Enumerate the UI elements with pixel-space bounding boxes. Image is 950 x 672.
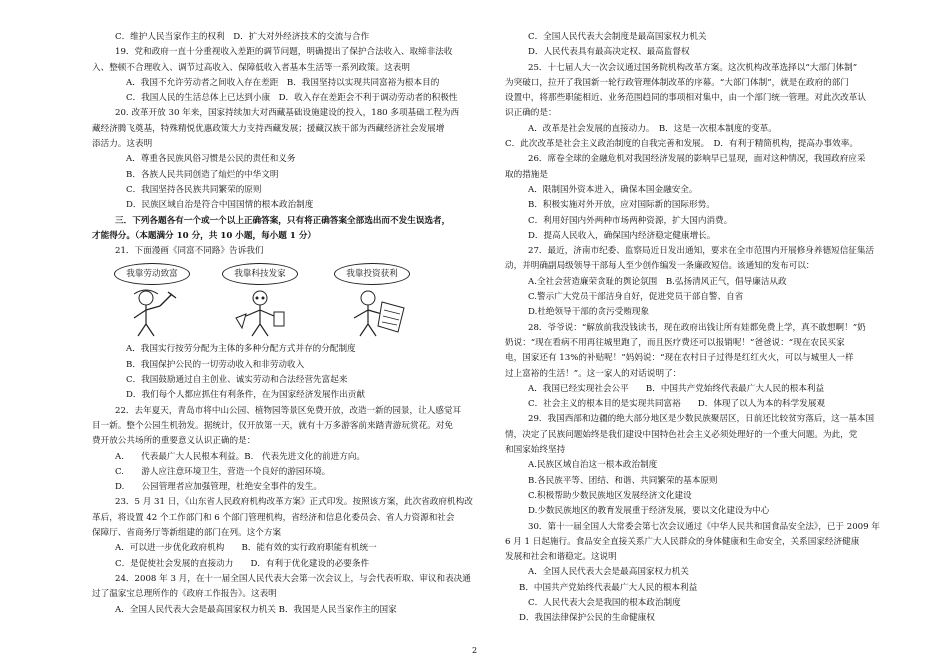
option-line: A．尊重各民族风俗习惯是公民的责任和义务 bbox=[126, 154, 296, 165]
option-line: D．提高人民收入，确保国内经济稳定健康增长。 bbox=[528, 230, 716, 241]
option-line: D．我们每个人都应抓住有利条件，在为国家经济发展作出贡献 bbox=[126, 390, 365, 401]
option-line: D．人民代表具有最高决定权、最高监督权 bbox=[528, 47, 690, 58]
option-line: C．全国人民代表大会制度是最高国家权力机关 bbox=[528, 32, 707, 42]
option-line: C．此次改革是社会主义政治制度的自我完善和发展。 D．有利于精简机构，提高办事效率。 bbox=[505, 139, 858, 150]
option-line: B.各民族平等、团结、和谐、共同繁荣的基本原则 bbox=[528, 475, 718, 486]
text-line: 和国家始终坚持 bbox=[505, 445, 566, 456]
text-line: 费开放公共场所的重要意义认识正确的是： bbox=[92, 436, 256, 447]
text-line: 革后，将设置 42 个工作部门和 6 个部门管理机构，省经济和信息化委员会、省人力资源和社会 bbox=[92, 512, 455, 523]
text-line: 取的措施是 bbox=[505, 169, 548, 180]
option-line: A．我国已经实现社会公平 B．中国共产党始终代表最广大人民的根本利益 bbox=[528, 383, 825, 394]
option-line: A.民族区域自治这一根本政治制度 bbox=[528, 460, 658, 471]
speech-bubble: 我靠劳动致富 bbox=[114, 263, 190, 285]
text-line: 添活力。这表明 bbox=[92, 139, 153, 150]
option-line: A. 代表最广大人民根本利益。B. 代表先进文化的前进方向。 bbox=[115, 451, 366, 462]
option-line: A.全社会营造廉荣贪耻的舆论氛围 B.弘扬清风正气，倡导廉洁从政 bbox=[528, 276, 787, 287]
option-line: C．人民代表大会是我国的根本政治制度 bbox=[528, 597, 681, 608]
option-line: A．全国人民代表大会是最高国家权力机关 bbox=[528, 567, 689, 578]
option-line: D．我国法律保护公民的生命健康权 bbox=[519, 613, 655, 624]
text-line: 情，决定了民族问题始终是我们建设中国特色社会主义必须处理好的一个重大问题。为此，党 bbox=[505, 429, 858, 440]
text-line: 设置中，将那些职能相近、业务范围趋同的事项相对集中，由一个部门统一管理。对此次改革认 bbox=[505, 93, 866, 104]
text-line: 藏经济腾飞奠基，特殊精悦优惠政策大力支持西藏发展；援藏汉族干部为西藏经济社会发展增 bbox=[92, 123, 445, 134]
text-line: 6 月 1 日起施行。食品安全直接关系广大人民群众的身体健康和生命安全，关系国家经济健康 bbox=[505, 536, 860, 547]
option-line: A．我国实行按劳分配为主体的多种分配方式并存的分配制度 bbox=[126, 344, 356, 355]
option-line: D.少数民族地区的教育发展重于经济发展，要以文化建设为中心 bbox=[528, 506, 770, 517]
option-line: A．限制国外资本进入，确保本国金融安全。 bbox=[528, 184, 698, 195]
option-line: C．是促使社会发展的直接动力 D．有利于优化建设的必要条件 bbox=[115, 558, 370, 569]
comic-illustration bbox=[92, 262, 474, 340]
text-line: 入、整顿不合理收入、调节过高收入、保障低收入者基本生活等一系列政策。这表明 bbox=[92, 62, 410, 73]
question-30: 30．第十一届全国人大常委会第七次会议通过《中华人民共和国食品安全法》，已于 2009 年 bbox=[528, 521, 880, 532]
question-27: 27．最近，济南市纪委、监察局近日发出通知，要求在全市范围内开展修身养德短信征集活 bbox=[528, 246, 875, 257]
text-line: 目一新。整个公园生机勃发。据统计，仅开放第一天，就有十万多游客前来踏青游玩赏花。对免 bbox=[92, 420, 453, 431]
question-24: 24．2008 年 3 月，在十一届全国人民代表大会第一次会议上，与会代表听取、审议和表决通 bbox=[115, 573, 471, 584]
text-line: 过了温家宝总理所作的《政府工作报告》。这表明 bbox=[92, 589, 277, 600]
option-line: B．积极实施对外开放，应对国际新的国际形势。 bbox=[528, 200, 715, 211]
option-line: B．我国保护公民的一切劳动收入和非劳动收入 bbox=[126, 359, 305, 370]
question-20: 20. 改革开放 30 年来，国家持续加大对西藏基础设施建设的投入，180 多项基础工程为西 bbox=[115, 108, 460, 119]
question-22: 22．去年夏天，青岛市将中山公园、植物园等景区免费开放，改造一新的园景，让人感觉耳 bbox=[115, 405, 462, 416]
speech-bubble: 我靠科技发家 bbox=[222, 263, 298, 285]
page-number: 2 bbox=[472, 646, 478, 655]
worker-figure-icon bbox=[126, 288, 186, 338]
section-three-heading-cont: 才能得分。（本题满分 10 分，共 10 小题，每小题 1 分） bbox=[92, 230, 317, 241]
question-29: 29．我国西部和边疆的绝大部分地区是少数民族聚居区，日前还比较贫穷落后，这一基本国 bbox=[528, 414, 875, 425]
question-28: 28．爷爷说：“解放前我没钱读书，现在政府出钱让所有娃都免费上学，真不敢想啊！”奶 bbox=[528, 322, 866, 333]
option-line: C．我国人民的生活总体上已达到小康 D．收入存在差距会不利于调动劳动者的积极性 bbox=[126, 93, 458, 104]
option-line: C.警示广大党员干部洁身自好，促进党员干部自警、自省 bbox=[528, 292, 744, 303]
text-line: 过上富裕的生活！”。这一家人的对话说明了： bbox=[505, 368, 682, 379]
text-line: 动，并明确副局级领导干部每人至少创作编发一条廉政短信。该通知的发布可以： bbox=[505, 261, 815, 272]
option-line: D．民族区域自治是符合中国国情的根本政治制度 bbox=[126, 200, 314, 211]
text-line: 识正确的是： bbox=[505, 108, 557, 119]
option-line: A．全国人民代表大会是最高国家权力机关 B．我国是人民当家作主的国家 bbox=[115, 604, 397, 615]
question-26: 26．席卷全球的金融危机对我国经济发展的影响早已显现，面对这种情况，我国政府应采 bbox=[528, 154, 866, 165]
question-23: 23．5 月 31 日，《山东省人民政府机构改革方案》正式印发。按照该方案，此次省政府机构改 bbox=[115, 497, 473, 508]
question-19: 19．党和政府一直十分重视收入差距的调节问题，明确提出了保护合法收入、取缔非法收 bbox=[115, 47, 453, 58]
option-line: A．可以进一步优化政府机构 B．能有效的实行政府职能有机统一 bbox=[115, 543, 377, 554]
option-line: C．社会主义的根本目的是实现共同富裕 D．体现了以人为本的科学发展观 bbox=[528, 399, 826, 410]
text-line: 电，国家还有 13%的补贴呢！”妈妈说：“现在农村日子过得是红红火火，可以与城里人一样 bbox=[505, 353, 854, 364]
text-line: 为突破口，拉开了我国新一轮行政管理体制改革的序幕。“大部门体制”，就是在政府的部门 bbox=[505, 77, 849, 88]
option-line: C．我国鼓励通过自主创业、诚实劳动和合法经营先富起来 bbox=[126, 375, 348, 386]
text-line: C．维护人民当家作主的权利 D．扩大对外经济技术的交流与合作 bbox=[115, 32, 370, 42]
question-25: 25．十七届人大一次会议通过国务院机构改革方案。这次机构改革选择以“大部门体制” bbox=[528, 62, 858, 73]
investor-figure-icon bbox=[342, 288, 412, 338]
right-column bbox=[505, 30, 883, 627]
question-21: 21．下面漫画《同富不同路》告诉我们 bbox=[115, 246, 264, 257]
section-three-heading: 三．下列各题各有一个或一个以上正确答案，只有将正确答案全部选出而不发生误选者， bbox=[115, 215, 451, 226]
option-line: C.积极帮助少数民族地区发展经济文化建设 bbox=[528, 490, 692, 501]
option-line: A．我国不允许劳动者之间收入存在差距 B．我国坚持以实现共同富裕为根本目的 bbox=[126, 77, 440, 88]
text-line: 保障厅、省商务厅等新组建的部门在列。这个方案 bbox=[92, 528, 282, 539]
text-line: 奶说：“现在看病不用再往城里跑了，而且医疗费还可以报销呢！”爸爸说：“现在农民买家 bbox=[505, 337, 845, 348]
text-line: 发展和社会和谐稳定。这说明 bbox=[505, 552, 617, 563]
left-column bbox=[92, 30, 474, 618]
option-line: B．中国共产党始终代表最广大人民的根本利益 bbox=[519, 582, 698, 593]
scientist-figure-icon bbox=[230, 288, 300, 338]
speech-bubble: 我靠投资获利 bbox=[334, 263, 410, 285]
option-line: B．各族人民共同创造了灿烂的中华文明 bbox=[126, 169, 279, 180]
option-line: D. 公园管理者应加强管理，杜绝安全事件的发生。 bbox=[115, 482, 322, 493]
option-line: C. 游人应注意环境卫生，营造一个良好的游园环境。 bbox=[115, 466, 331, 477]
option-line: C．利用好国内外两种市场两种资源，扩大国内消费。 bbox=[528, 215, 733, 226]
option-line: C．我国坚持各民族共同繁荣的原则 bbox=[126, 184, 262, 195]
option-line: A．改革是社会发展的直接动力。 B．这是一次根本制度的变革。 bbox=[528, 123, 777, 134]
option-line: D.杜绝领导干部的贪污受贿现象 bbox=[528, 307, 650, 318]
